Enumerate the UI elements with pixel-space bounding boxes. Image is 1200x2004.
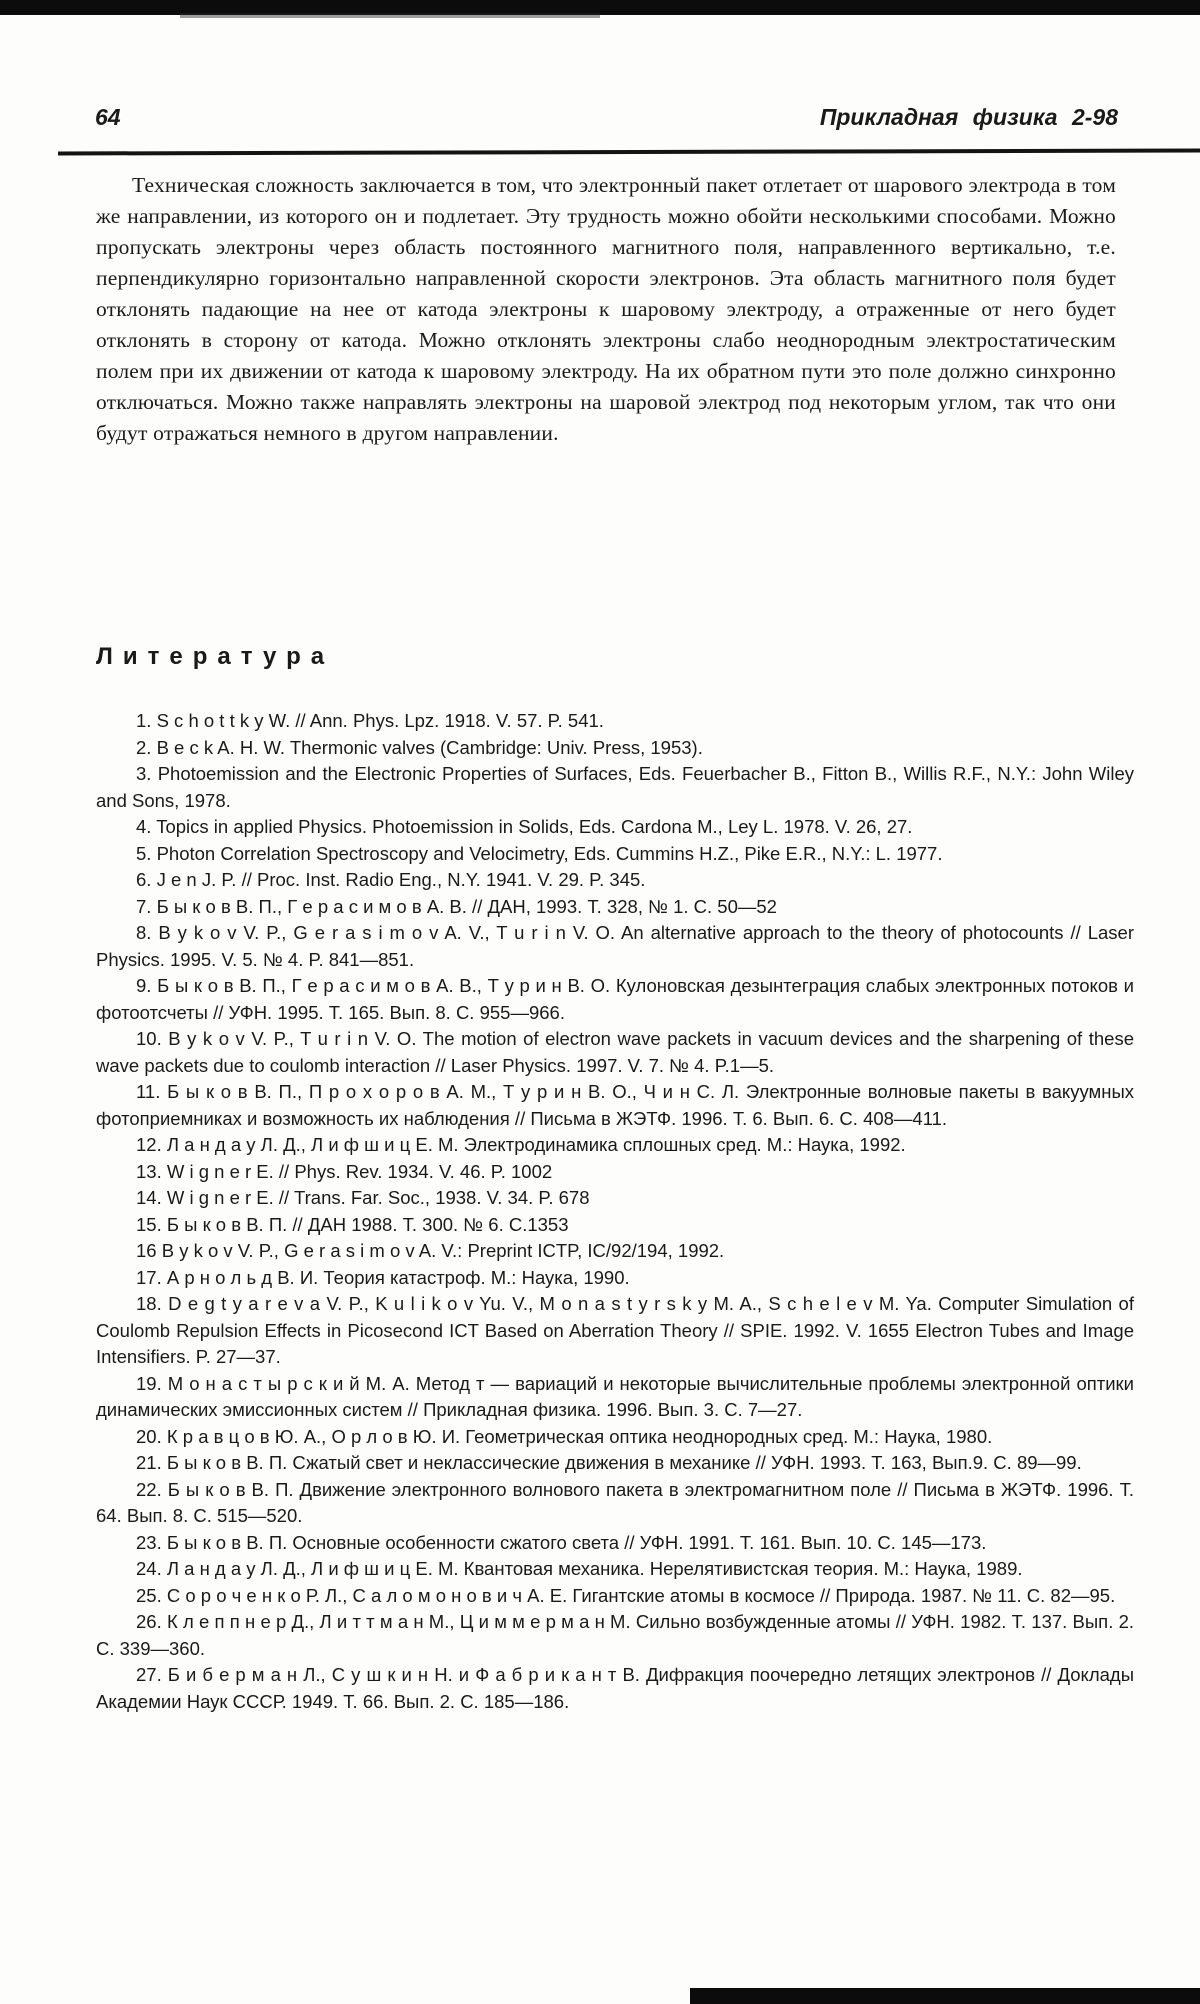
reference-item: 1. S c h o t t k y W. // Ann. Phys. Lpz. 1918. V. 57. P. 541. <box>136 710 604 731</box>
reference-item: 8. B y k o v V. P., G e r a s i m o v A. V., T u r i n V. O. An alternative approach to the theory of photocounts // Laser Physics. 1995. V. 5. № 4. P. 841—851. <box>96 922 1134 970</box>
reference-item: 11. Б ы к о в В. П., П р о х о р о в А. М., Т у р и н В. О., Ч и н С. Л. Электронные волновые пакеты в вакуумных фотоприемниках и возможность их наблюдения // Письма в ЖЭТФ. 1996. Т. 6. Вып. 6. С. 408—411. <box>96 1081 1134 1129</box>
reference-item: 21. Б ы к о в В. П. Сжатый свет и неклассические движения в механике // УФН. 1993. Т. 163, Вып.9. С. 89—99. <box>136 1452 1082 1473</box>
bibliography-heading: Литература <box>96 643 335 670</box>
header-rule <box>58 149 1200 156</box>
reference-item: 24. Л а н д а у Л. Д., Л и ф ш и ц Е. М. Квантовая механика. Нерелятивистская теория. М.: Наука, 1989. <box>136 1558 1023 1579</box>
scan-artifact-top-bar <box>0 0 1200 15</box>
reference-item: 27. Б и б е р м а н Л., С у ш к и н Н. и Ф а б р и к а н т В. Дифракция поочередно летящих электронов // Доклады Академии Наук СССР. 1949. Т. 66. Вып. 2. С. 185—186. <box>96 1664 1134 1712</box>
reference-item: 19. М о н а с т ы р с к и й М. А. Метод т — вариаций и некоторые вычислительные проблемы электронной оптики динамических эмиссионных систем // Прикладная физика. 1996. Вып. 3. С. 7—27. <box>96 1372 1134 1420</box>
page-header <box>95 104 1118 131</box>
reference-item: 5. Photon Correlation Spectroscopy and Velocimetry, Eds. Cummins H.Z., Pike E.R., N.Y.: L. 1977. <box>136 842 943 864</box>
reference-item: 20. К р а в ц о в Ю. А., О р л о в Ю. И. Геометрическая оптика неоднородных сред. М.: Наука, 1980. <box>136 1425 993 1447</box>
reference-item: 9. Б ы к о в В. П., Г е р а с и м о в А. В., Т у р и н В. О. Кулоновская дезынтеграция слабых электронных потоков и фотоотсчеты // УФН. 1995. Т. 165. Вып. 8. С. 955—966. <box>96 975 1134 1023</box>
reference-item: 2. B e c k A. H. W. Thermonic valves (Cambridge: Univ. Press, 1953). <box>136 736 703 758</box>
page-number: 64 <box>95 104 121 130</box>
reference-item: 7. Б ы к о в В. П., Г е р а с и м о в А. В. // ДАН, 1993. Т. 328, № 1. С. 50—52 <box>136 895 777 917</box>
body-paragraph: Техническая сложность заключается в том, что электронный пакет отлетает от шарового электрода в том же направлении, из которого он и подлетает. Эту трудность можно обойти несколькими способами. Можно пропускать электроны через область постоянного магнитного поля, направленного вертикально, т.е. перпендикулярно горизонтально направленной скорости электронов. Эта область магнитного поля будет отклонять падающие на нее от катода электроны к шаровому электроду, а отраженные от него будет отклонять в сторону от катода. Можно отклонять электроны слабо неоднородным электростатическим полем при их движении от катода к шаровому электроду. На их обратном пути это поле должно синхронно отключаться. Можно также направлять электроны на шаровой электрод под некоторым углом, так что они будут отражаться немного в другом направлении. <box>96 173 1116 445</box>
reference-item: 10. B y k o v V. P., T u r i n V. O. The motion of electron wave packets in vacuum devices and the sharpening of these wave packets due to coulomb interaction // Laser Physics. 1997. V. 7. № 4. P.1—5. <box>96 1028 1134 1076</box>
reference-item: 15. Б ы к о в В. П. // ДАН 1988. Т. 300. № 6. С.1353 <box>136 1213 569 1235</box>
reference-item: 6. J e n J. P. // Proc. Inst. Radio Eng., N.Y. 1941. V. 29. P. 345. <box>136 869 646 890</box>
reference-item: 18. D e g t y a r e v a V. P., K u l i k o v Yu. V., M o n a s t y r s k y M. A., S c h e l e v M. Ya. Computer Simulation of Coulomb Repulsion Effects in Picosecond ICT Based on Aberration Theory // SPIE. 1992. V. 1655 Electron Tubes and Image Intensifiers. P. 27—37. <box>96 1293 1134 1367</box>
reference-item: 4. Topics in applied Physics. Photoemission in Solids, Eds. Cardona M., Ley L. 1978. V. 26, 27. <box>136 816 913 837</box>
reference-item: 23. Б ы к о в В. П. Основные особенности сжатого света // УФН. 1991. Т. 161. Вып. 10. С. 145—173. <box>136 1531 987 1553</box>
journal-title: Прикладная физика 2-98 <box>819 104 1118 130</box>
reference-item: 13. W i g n e r E. // Phys. Rev. 1934. V. 46. P. 1002 <box>136 1160 553 1182</box>
reference-item: 14. W i g n e r E. // Trans. Far. Soc., 1938. V. 34. P. 678 <box>136 1187 590 1208</box>
reference-item: 12. Л а н д а у Л. Д., Л и ф ш и ц Е. М. Электродинамика сплошных сред. М.: Наука, 1992. <box>136 1134 906 1155</box>
reference-item: 26. К л е п п н е р Д., Л и т т м а н М., Ц и м м е р м а н М. Сильно возбужденные атомы // УФН. 1982. Т. 137. Вып. 2. С. 339—360. <box>96 1611 1134 1659</box>
reference-item: 16 B y k o v V. P., G e r a s i m o v A. V.: Preprint ICTP, IC/92/194, 1992. <box>136 1240 725 1261</box>
reference-item: 17. А р н о л ь д В. И. Теория катастроф. М.: Наука, 1990. <box>136 1266 630 1288</box>
reference-list <box>96 708 1134 1715</box>
reference-item: 25. С о р о ч е н к о Р. Л., С а л о м о н о в и ч А. Е. Гигантские атомы в космосе // Природа. 1987. № 11. С. 82—95. <box>136 1584 1116 1606</box>
reference-item: 22. Б ы к о в В. П. Движение электронного волнового пакета в электромагнитном поле // Письма в ЖЭТФ. 1996. Т. 64. Вып. 8. С. 515—520. <box>96 1478 1134 1526</box>
scan-artifact-bottom-bar <box>690 1988 1200 2004</box>
reference-item: 3. Photoemission and the Electronic Properties of Surfaces, Eds. Feuerbacher B., Fitton B., Willis R.F., N.Y.: John Wiley and Sons, 1978. <box>96 763 1134 811</box>
